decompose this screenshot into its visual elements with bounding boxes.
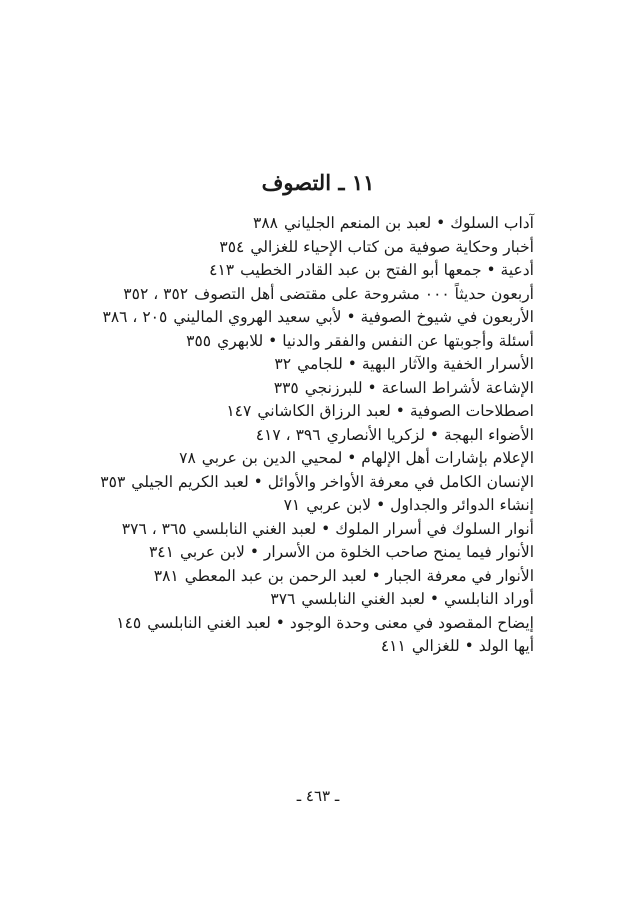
entry-author: للابهري [217, 331, 264, 350]
index-entry [54, 447, 534, 471]
entry-separator: • [342, 355, 362, 373]
entry-title: الأسرار الخفية والآثار البهية [361, 355, 534, 373]
entry-page-numbers: ٣٨٨ [253, 214, 279, 232]
entry-page-numbers: ٣٥٢ ، ٣٥٢ [123, 284, 189, 303]
entry-separator: • [481, 261, 501, 279]
entry-separator: • [341, 308, 361, 326]
entry-author: لزكريا الأنصاري [326, 425, 425, 444]
entry-title: الأربعون في شيوخ الصوفية [360, 308, 534, 326]
entry-page-numbers: ٢٠٥ ، ٣٨٦ [102, 308, 168, 326]
index-entry [54, 565, 534, 589]
index-entry-list [54, 212, 534, 659]
entry-title: أخبار وحكاية صوفية من كتاب الإحياء للغزالي [250, 237, 534, 256]
entry-author: لعبد الغني النابلسي [147, 613, 271, 632]
entry-title: أوراد النابلسي [443, 590, 534, 608]
index-entry [54, 212, 534, 236]
index-entry [54, 377, 534, 401]
entry-separator: • [366, 566, 386, 585]
entry-title: آداب السلوك [450, 214, 534, 232]
entry-author: لمحيي الدين بن عربي [201, 449, 343, 467]
entry-separator: • [270, 613, 290, 632]
entry-page-numbers: ٣٦٥ ، ٣٧٦ [121, 519, 187, 538]
entry-page-numbers: ١٤٥ [116, 613, 142, 632]
index-entry [54, 541, 534, 565]
entry-page-numbers: ٣٢ [274, 355, 292, 373]
entry-separator: • [244, 543, 264, 561]
entry-separator: • [362, 378, 382, 397]
index-entry [54, 400, 534, 424]
entry-separator: • [248, 472, 268, 491]
entry-page-numbers: ٣٥٤ [219, 237, 245, 256]
index-entry [54, 518, 534, 542]
entry-page-numbers: ٧١ [283, 496, 301, 514]
entry-title: الأنوار فيما يمنح صاحب الخلوة من الأسرار [263, 543, 534, 561]
index-entry [54, 353, 534, 377]
entry-author: لعبد الرحمن بن عبد المعطي [184, 566, 367, 585]
index-entry [54, 236, 534, 260]
entry-title: أيها الولد [478, 637, 534, 655]
entry-page-numbers: ٣٨١ [153, 566, 179, 585]
entry-separator: • [459, 637, 479, 655]
entry-title: الإشاعة لأشراط الساعة [381, 378, 534, 397]
entry-title: اصطلاحات الصوفية [409, 402, 534, 420]
entry-author: للجامي [297, 355, 343, 373]
entry-title: الأنوار في معرفة الجبار [385, 566, 534, 585]
entry-page-numbers: ٣٥٣ [100, 472, 126, 491]
entry-page-numbers: ٧٨ [179, 449, 196, 467]
entry-page-numbers: ٤١٣ [209, 261, 235, 279]
index-entry [54, 635, 534, 659]
index-entry [54, 588, 534, 612]
entry-author: لعبد الكريم الجيلي [131, 472, 249, 491]
entry-separator: • [431, 214, 451, 232]
index-entry [54, 259, 534, 283]
index-entry [54, 612, 534, 636]
index-entry [54, 471, 534, 495]
entry-separator: • [390, 402, 410, 420]
entry-author: لأبي سعيد الهروي الماليني [173, 308, 342, 326]
entry-separator: • [316, 519, 336, 538]
section-heading: ١١ ـ التصوف [261, 170, 375, 195]
entry-title: أدعية [500, 261, 534, 279]
entry-page-numbers: ٣٥٥ [186, 331, 212, 350]
entry-title: أربعون حديثاً ٠٠٠ مشروحة على مقتضى أهل التصوف [194, 284, 534, 303]
entry-title: إيضاح المقصود في معنى وحدة الوجود [289, 613, 534, 632]
entry-author: لابن عربي [179, 543, 245, 561]
entry-separator: • [424, 425, 444, 444]
entry-title: أنوار السلوك في أسرار الملوك [335, 519, 534, 538]
entry-title: الأضواء البهجة [443, 425, 534, 444]
entry-author: لابن عربي [306, 496, 372, 514]
entry-author: لعبد الرزاق الكاشاني [257, 402, 391, 420]
entry-page-numbers: ٣٣٥ [273, 378, 299, 397]
entry-page-numbers: ١٤٧ [226, 402, 252, 420]
entry-page-numbers: ٣٤١ [148, 543, 174, 561]
entry-author: لعبد الغني النابلسي [192, 519, 317, 538]
entry-separator: • [424, 590, 444, 608]
entry-page-numbers: ٣٩٦ ، ٤١٧ [255, 425, 321, 444]
entry-page-numbers: ٤١١ [380, 637, 406, 655]
index-entry [54, 330, 534, 354]
index-entry [54, 306, 534, 330]
entry-author: جمعها أبو الفتح بن عبد القادر الخطيب [240, 261, 482, 279]
entry-author: للغزالي [411, 637, 460, 655]
entry-title: إنشاء الدوائر والجداول [390, 496, 534, 514]
entry-separator: • [371, 496, 391, 514]
entry-title: الإعلام بإشارات أهل الإلهام [361, 449, 534, 467]
entry-author: لعبد الغني النابلسي [301, 590, 425, 608]
index-entry [54, 424, 534, 448]
entry-title: أسئلة وأجوبتها عن النفس والفقر والدنيا [282, 331, 534, 350]
entry-separator: • [263, 331, 283, 350]
entry-author: للبرزنجي [304, 378, 363, 397]
index-entry [54, 494, 534, 518]
entry-title: الإنسان الكامل في معرفة الأواخر والأوائل [267, 472, 534, 491]
entry-page-numbers: ٣٧٦ [270, 590, 296, 608]
index-entry [54, 283, 534, 307]
entry-separator: • [342, 449, 362, 467]
entry-author: لعبد بن المنعم الجلياني [284, 214, 432, 232]
page-number: ـ ٤٦٣ ـ [296, 787, 340, 805]
